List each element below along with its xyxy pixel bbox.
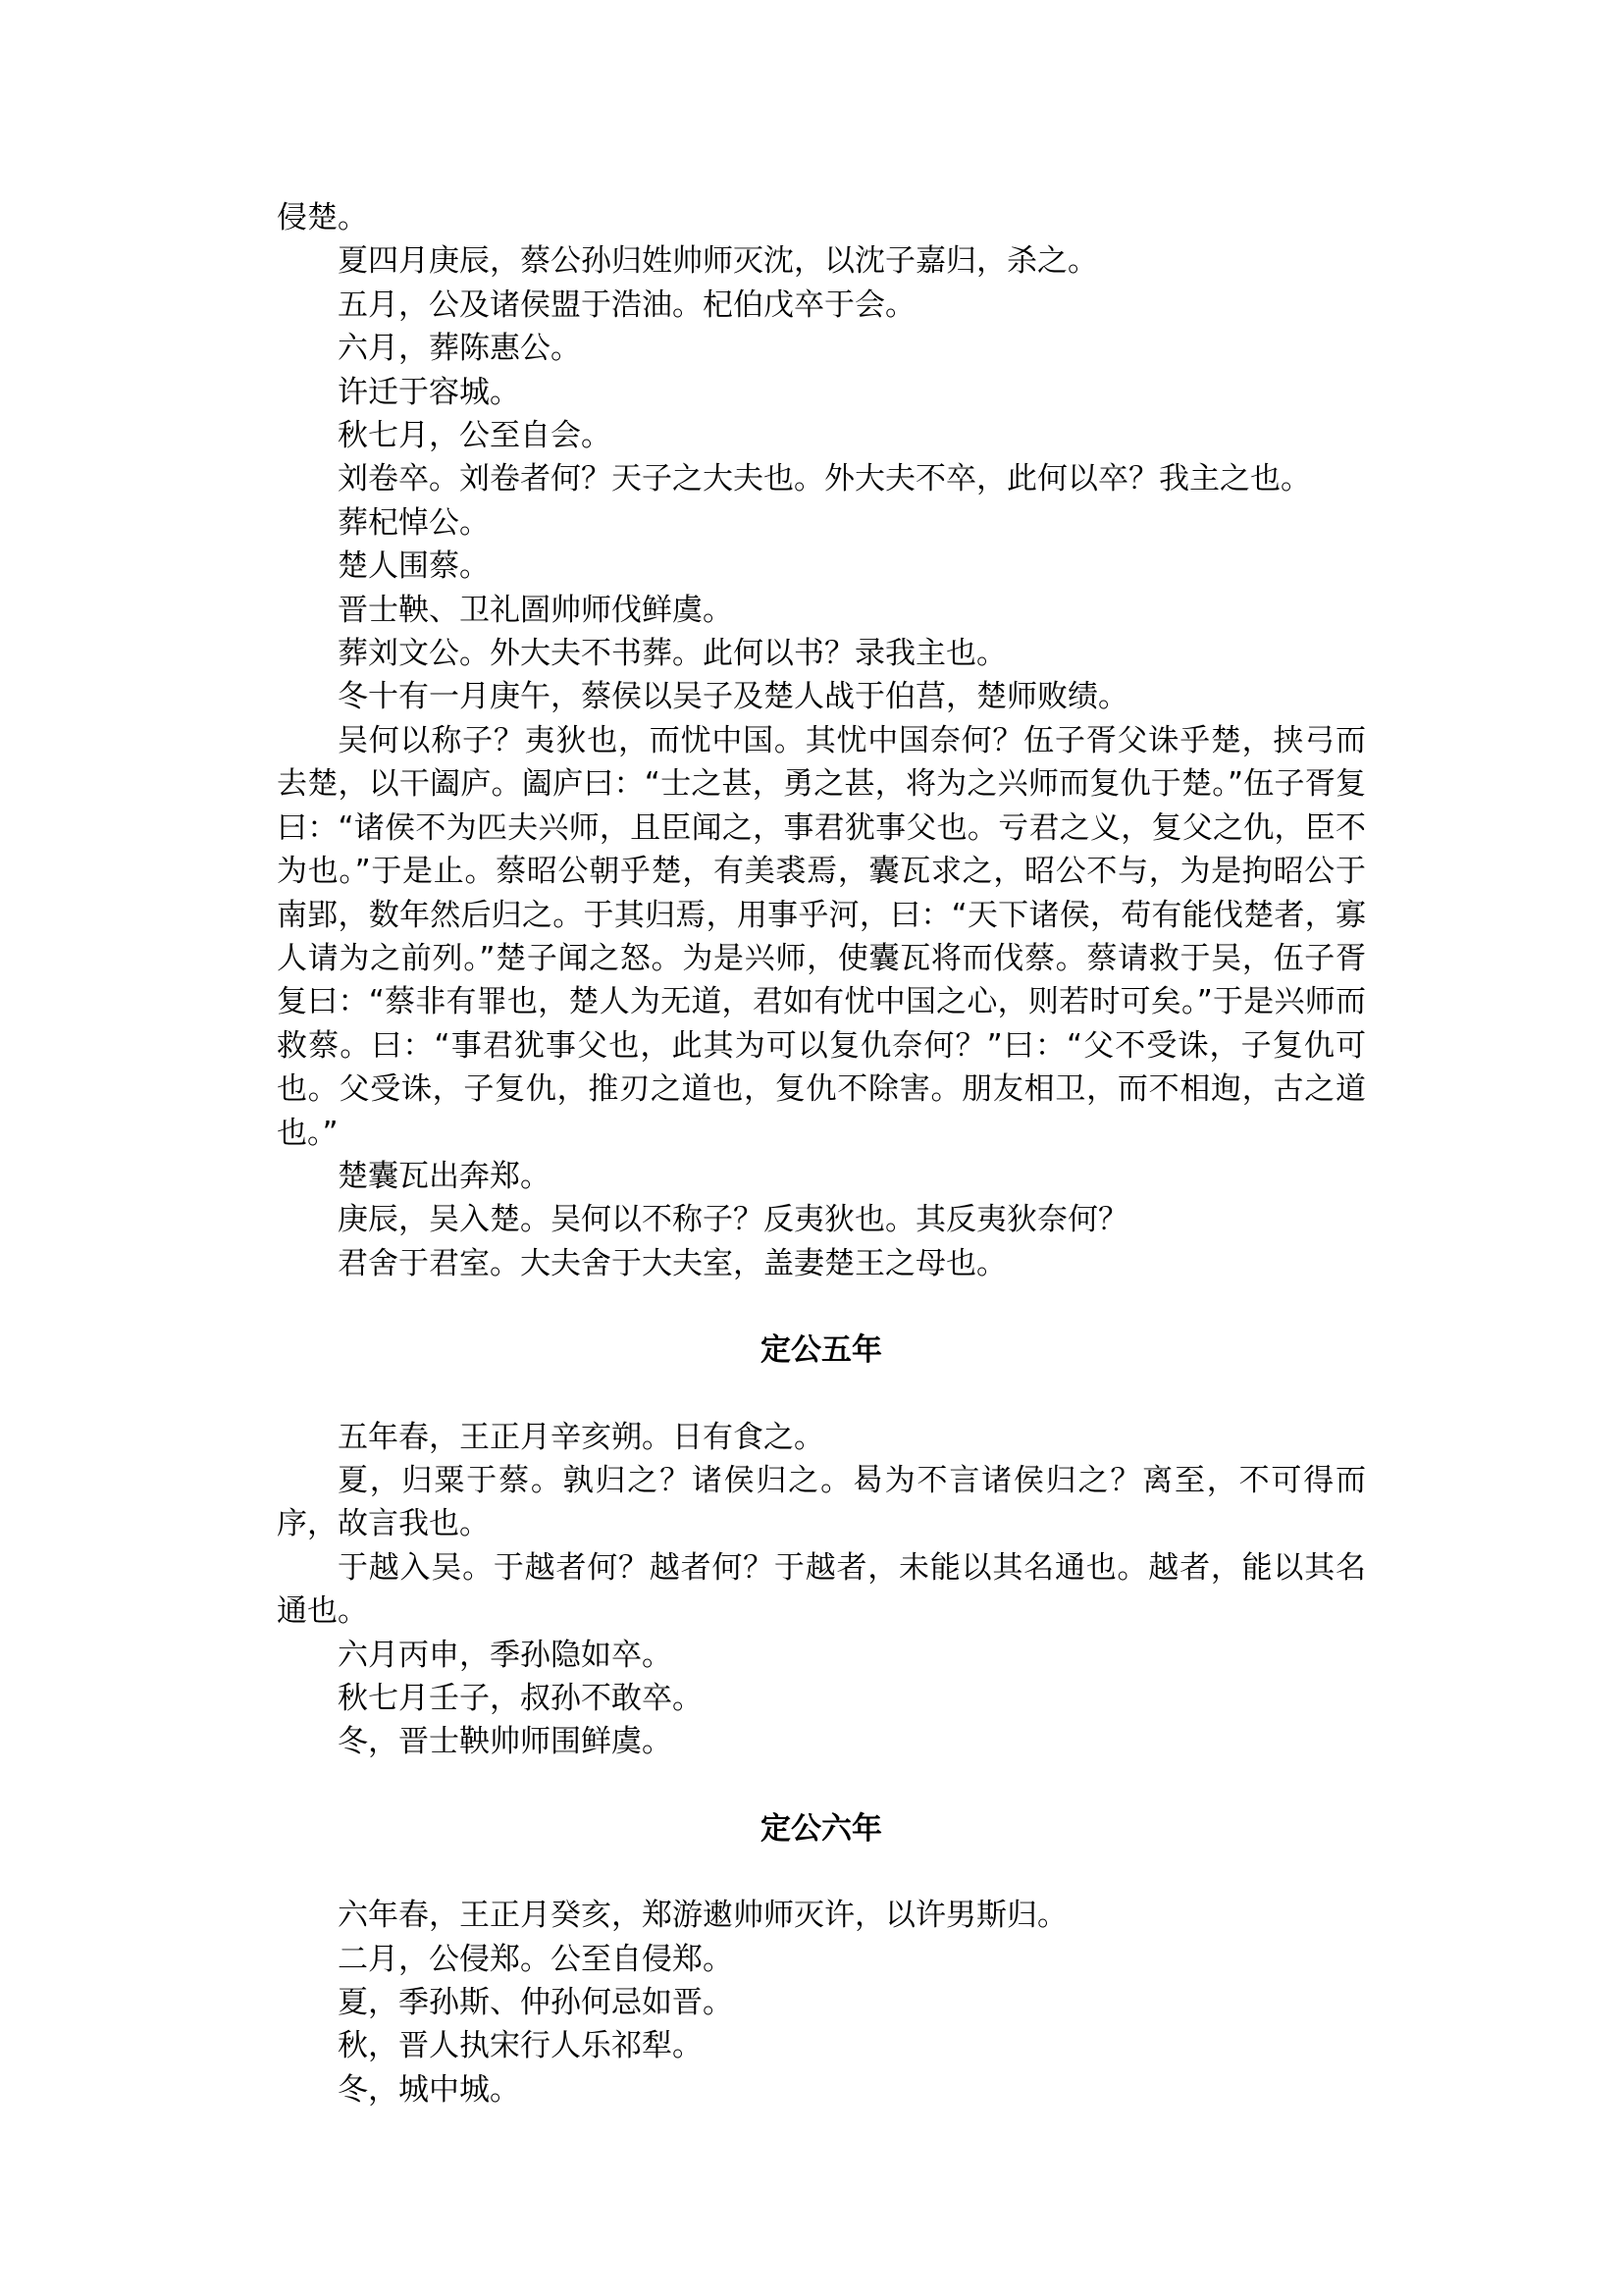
paragraph: 冬，晋士鞅帅师围鲜虞。 xyxy=(338,1724,672,1760)
section-dinggong-4-continued xyxy=(277,196,1366,1285)
paragraph: 冬，城中城。 xyxy=(338,2071,520,2108)
paragraph: 六月丙申，季孙隐如卒。 xyxy=(338,1637,672,1673)
paragraph: 于越入吴。于越者何？越者何？于越者，未能以其名通也。越者，能以其名通也。 xyxy=(277,1549,1366,1630)
paragraph: 晋士鞅、卫礼圄帅师伐鲜虞。 xyxy=(338,592,733,628)
paragraph: 秋，晋人执宋行人乐祁犁。 xyxy=(338,2028,703,2064)
paragraph: 夏四月庚辰，蔡公孙归姓帅师灭沈，以沈子嘉归，杀之。 xyxy=(338,243,1098,280)
section-heading: 定公五年 xyxy=(760,1332,882,1369)
paragraph: 葬杞悼公。 xyxy=(338,504,490,541)
paragraph: 楚人围蔡。 xyxy=(338,548,490,585)
section-heading: 定公六年 xyxy=(760,1810,882,1847)
paragraph: 秋七月壬子，叔孙不敢卒。 xyxy=(338,1681,703,1716)
paragraph: 秋七月，公至自会。 xyxy=(338,418,611,454)
paragraph: 二月，公侵郑。公至自侵郑。 xyxy=(338,1941,733,1977)
paragraph: 侵楚。 xyxy=(277,200,368,235)
section-dinggong-6 xyxy=(277,1894,1366,2112)
paragraph: 夏，归粟于蔡。孰归之？诸侯归之。曷为不言诸侯归之？离至，不可得而序，故言我也。 xyxy=(277,1462,1366,1542)
paragraph: 葬刘文公。外大夫不书葬。此何以书？录我主也。 xyxy=(338,636,1007,672)
paragraph: 冬十有一月庚午，蔡侯以吴子及楚人战于伯莒，楚师败绩。 xyxy=(338,679,1128,715)
section-dinggong-5 xyxy=(277,1416,1366,1764)
paragraph: 庚辰，吴入楚。吴何以不称子？反夷狄也。其反夷狄奈何？ xyxy=(338,1202,1128,1238)
paragraph: 六月，葬陈惠公。 xyxy=(338,331,581,367)
paragraph: 楚囊瓦出奔郑。 xyxy=(338,1158,550,1194)
paragraph: 许迁于容城。 xyxy=(338,374,520,410)
document-page xyxy=(277,196,1366,2112)
paragraph: 五月，公及诸侯盟于浩油。杞伯戊卒于会。 xyxy=(338,287,916,323)
paragraph: 五年春，王正月辛亥朔。日有食之。 xyxy=(338,1419,824,1455)
paragraph: 夏，季孙斯、仲孙何忌如晋。 xyxy=(338,1985,733,2021)
paragraph: 刘卷卒。刘卷者何？天子之大夫也。外大夫不卒，此何以卒？我主之也。 xyxy=(338,461,1311,497)
paragraph: 君舍于君室。大夫舍于大夫室，盖妻楚王之母也。 xyxy=(338,1245,1007,1281)
paragraph: 吴何以称子？夷狄也，而忧中国。其忧中国奈何？伍子胥父诛乎楚，挟弓而去楚，以干阖庐。阖庐曰：“士之甚，勇之甚，将为之兴师而复仇于楚。”伍子胥复曰：“诸侯不为匹夫兴师，且臣闻之，事君犹事父也。亏君之义，复父之仇，臣不为也。”于是止。蔡昭公朝乎楚，有美裘焉，囊瓦求之，昭公不与，为是拘昭公于南郢，数年然后归之。于其归焉，用事乎河，曰：“天下诸侯，苟有能伐楚者，寡人请为之前列。”楚子闻之怒。为是兴师，使囊瓦将而伐蔡。蔡请救于吴，伍子胥复曰：“蔡非有罪也，楚人为无道，君如有忧中国之心，则若时可矣。”于是兴师而救蔡。曰：“事君犹事父也，此其为可以复仇奈何？”曰：“父不受诛，子复仇可也。父受诛，子复仇，推刃之道也，复仇不除害。朋友相卫，而不相迿，古之道也。” xyxy=(277,722,1366,1151)
paragraph: 六年春，王正月癸亥，郑游遫帅师灭许，以许男斯归。 xyxy=(338,1898,1068,1934)
